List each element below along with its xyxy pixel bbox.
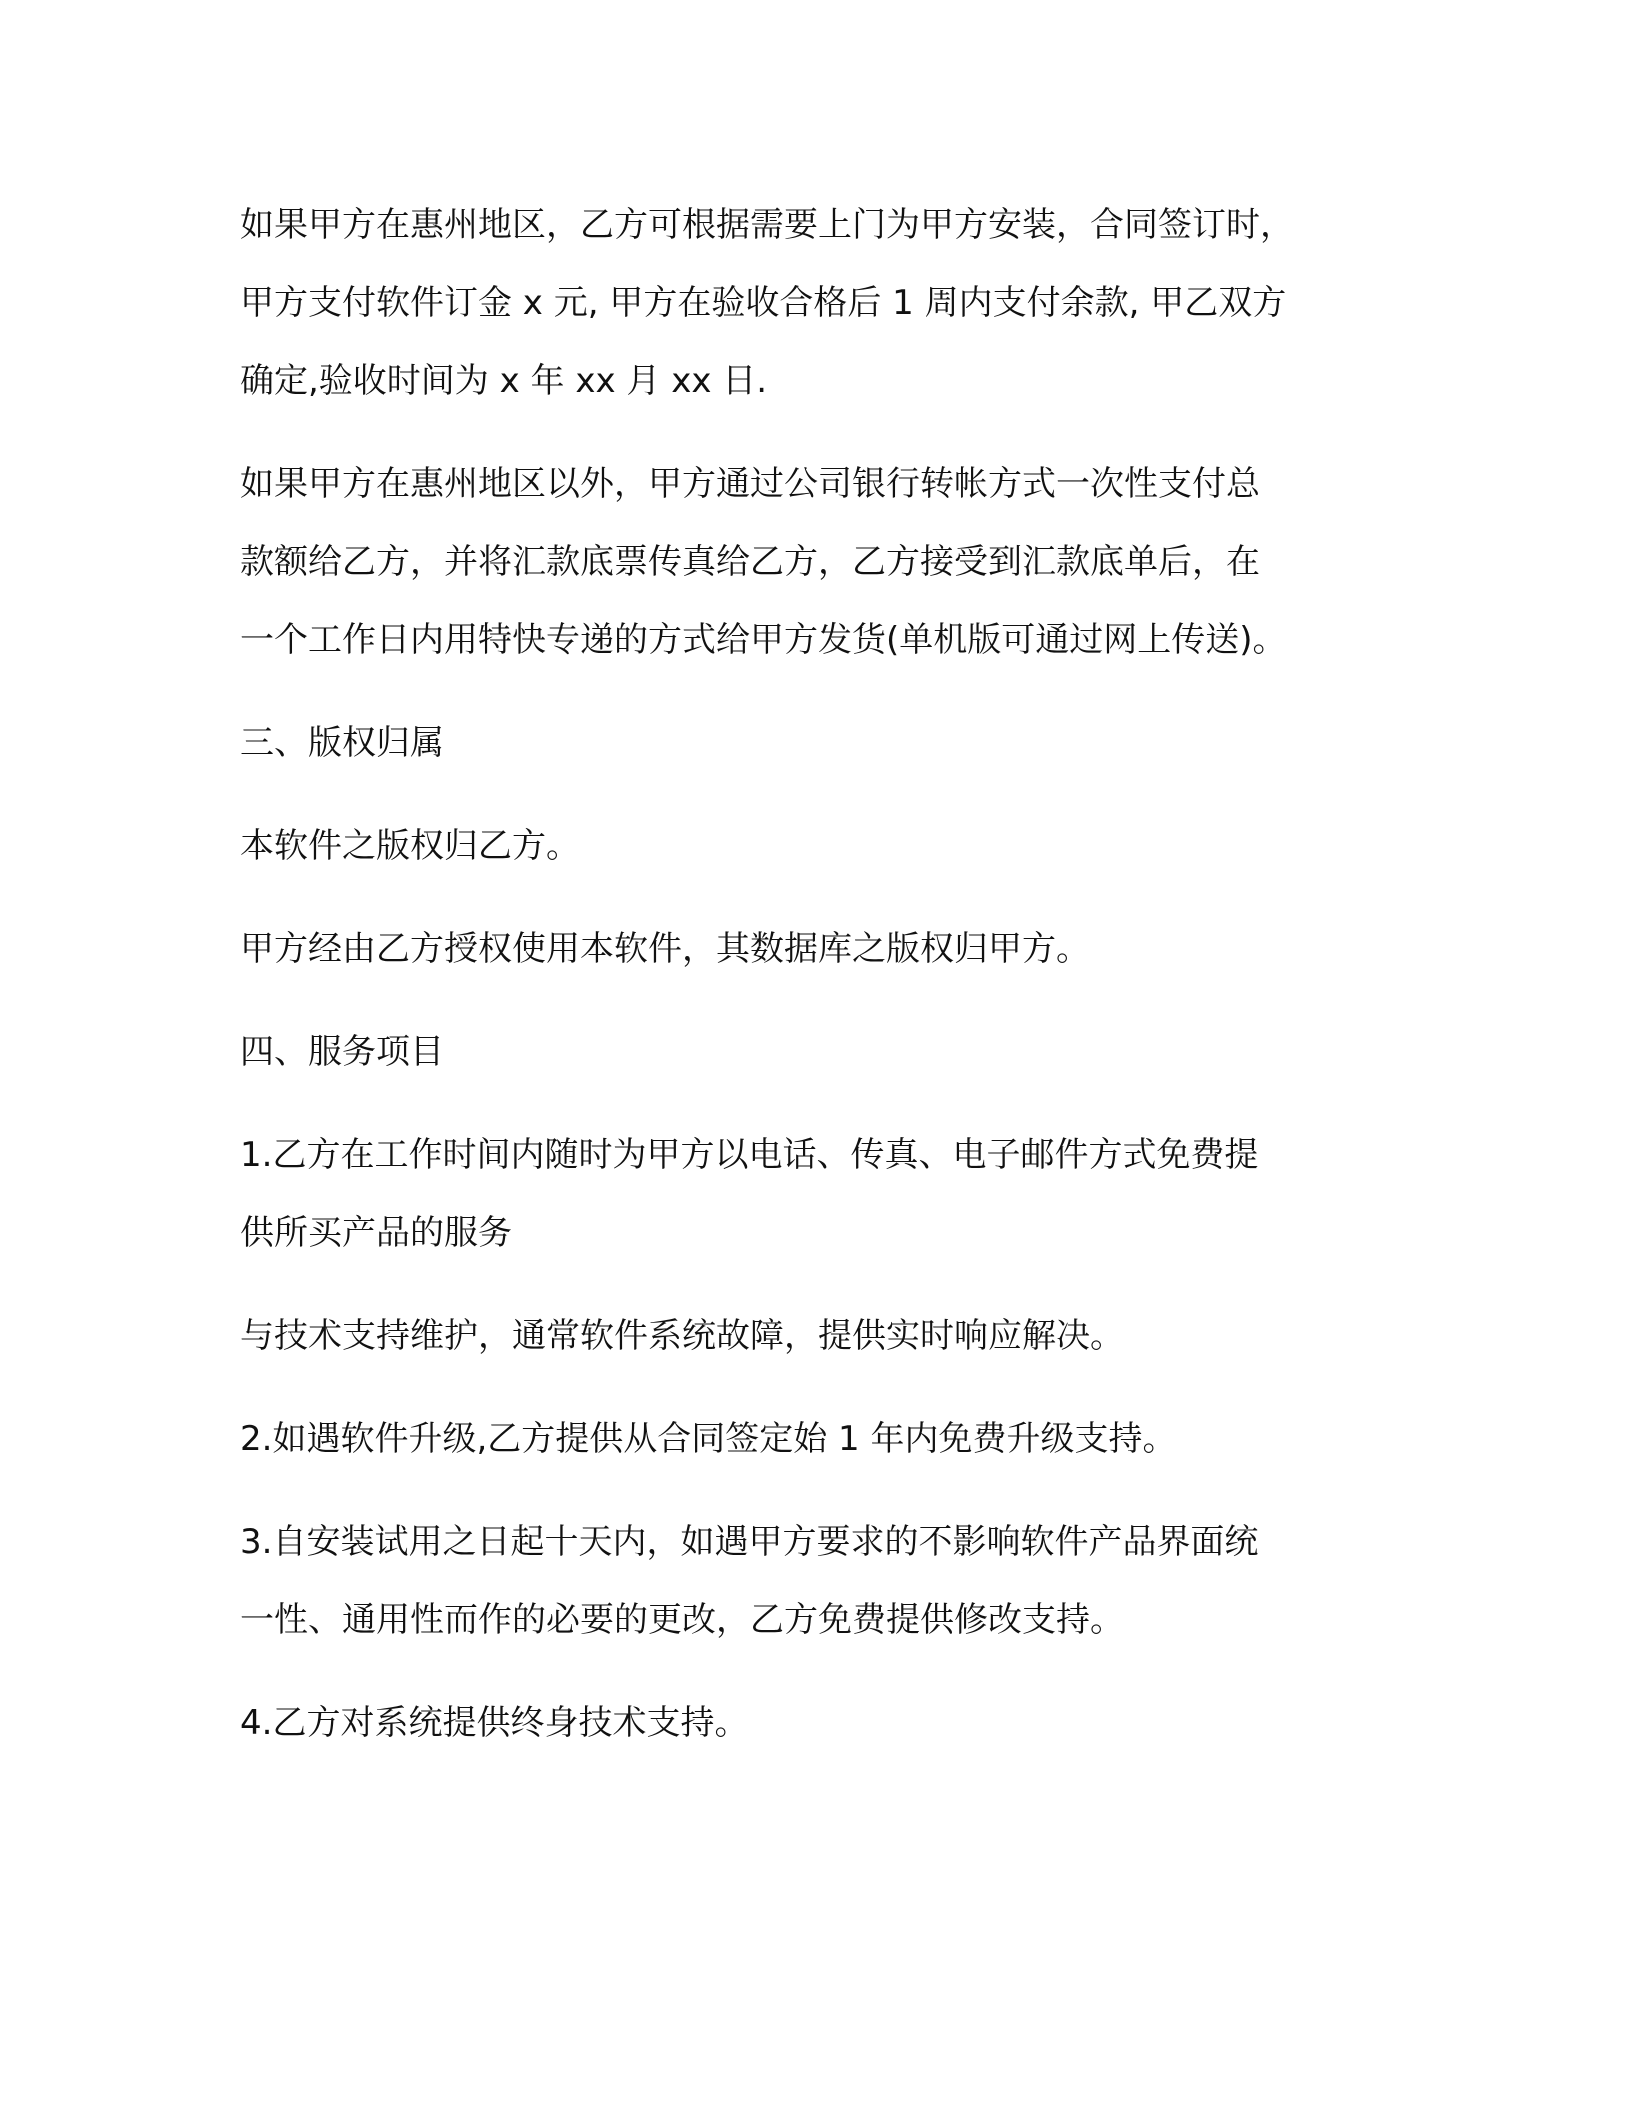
paragraph-copyright-database [240,910,1400,988]
section-heading-services [240,1013,1400,1091]
heading-text: 四、服务项目 [240,1032,444,1072]
text-line: 一个工作日内用特快专递的方式给甲方发货(单机版可通过网上传送)。 [240,620,1287,660]
section-heading-copyright [240,704,1400,782]
text-line: 如果甲方在惠州地区以外，甲方通过公司银行转帐方式一次性支付总 [240,464,1260,504]
text-line: 款额给乙方，并将汇款底票传真给乙方，乙方接受到汇款底单后，在 [240,542,1260,582]
paragraph-payment-huizhou [240,186,1400,420]
paragraph-copyright-software [240,807,1400,885]
list-item-service-1 [240,1116,1400,1272]
list-item-service-4 [240,1684,1400,1762]
text-line: 甲方支付软件订金 x 元, 甲方在验收合格后 1 周内支付余款, 甲乙双方 [240,283,1287,323]
paragraph-technical-support [240,1297,1400,1375]
paragraph-payment-outside-huizhou [240,445,1400,679]
text-line: 本软件之版权归乙方。 [240,826,580,866]
text-line: 2.如遇软件升级,乙方提供从合同签定始 1 年内免费升级支持。 [240,1419,1177,1459]
text-line: 4.乙方对系统提供终身技术支持。 [240,1703,749,1743]
text-line: 与技术支持维护，通常软件系统故障，提供实时响应解决。 [240,1316,1124,1356]
list-item-service-2 [240,1400,1400,1478]
list-item-service-3 [240,1503,1400,1659]
text-line: 一性、通用性而作的必要的更改，乙方免费提供修改支持。 [240,1600,1124,1640]
heading-text: 三、版权归属 [240,723,444,763]
text-line: 确定,验收时间为 x 年 xx 月 xx 日. [240,361,768,401]
text-line: 甲方经由乙方授权使用本软件，其数据库之版权归甲方。 [240,929,1090,969]
document-page [240,186,1400,1787]
text-line: 如果甲方在惠州地区，乙方可根据需要上门为甲方安装，合同签订时， [240,205,1294,245]
text-line: 3.自安装试用之日起十天内，如遇甲方要求的不影响软件产品界面统 [240,1522,1259,1562]
text-line: 供所买产品的服务 [240,1213,512,1253]
text-line: 1.乙方在工作时间内随时为甲方以电话、传真、电子邮件方式免费提 [240,1135,1259,1175]
